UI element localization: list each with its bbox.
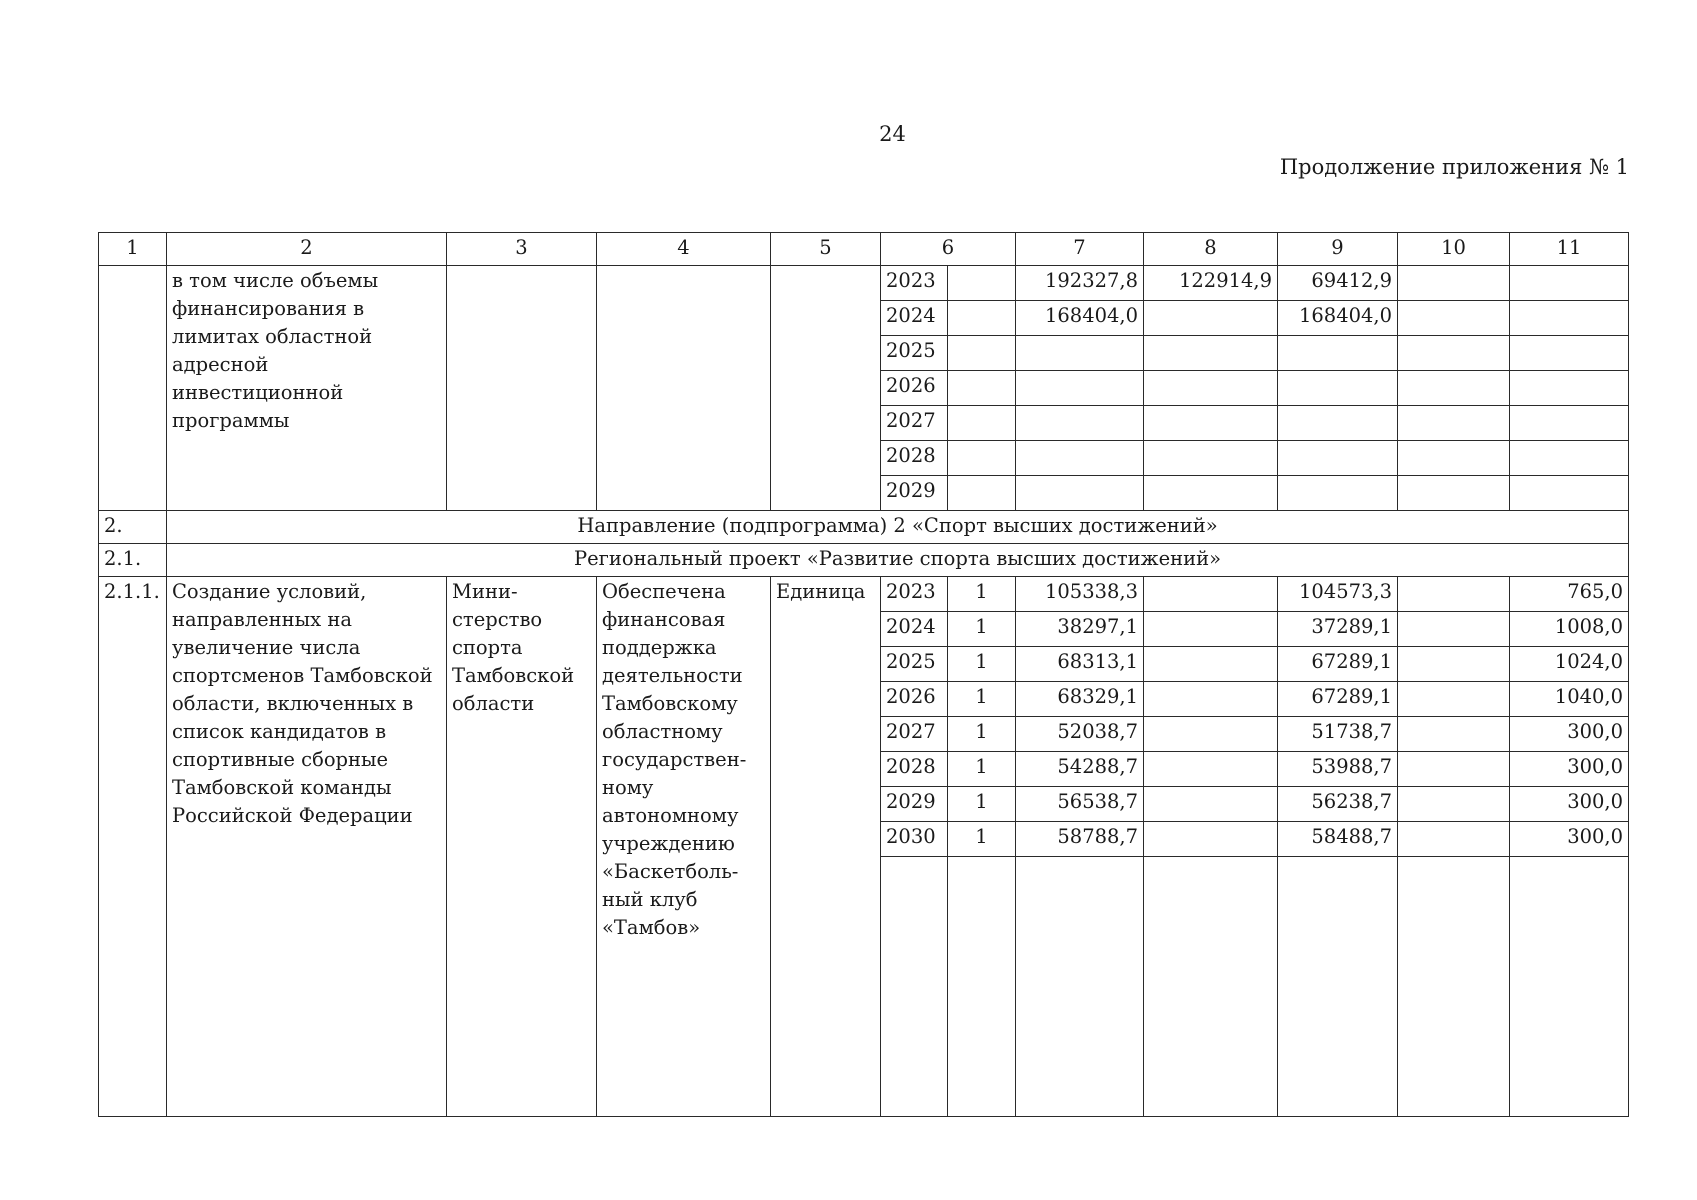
indicator-value-cell — [948, 476, 1016, 511]
federal-amount-cell — [1144, 336, 1278, 371]
other-amount-cell — [1510, 336, 1629, 371]
empty-cell — [881, 857, 948, 1117]
unit-cell — [771, 266, 881, 511]
column-header: 3 — [447, 233, 597, 266]
appendix-continuation-note: Продолжение приложения № 1 — [1279, 155, 1629, 179]
indicator-value-cell — [948, 441, 1016, 476]
total-amount-cell — [1016, 441, 1144, 476]
regional-amount-cell: 67289,1 — [1278, 682, 1398, 717]
year-cell: 2024 — [881, 612, 948, 647]
federal-amount-cell — [1144, 301, 1278, 336]
local-amount-cell — [1398, 336, 1510, 371]
total-amount-cell: 58788,7 — [1016, 822, 1144, 857]
federal-amount-cell — [1144, 577, 1278, 612]
column-header: 5 — [771, 233, 881, 266]
regional-amount-cell: 51738,7 — [1278, 717, 1398, 752]
regional-amount-cell: 53988,7 — [1278, 752, 1398, 787]
local-amount-cell — [1398, 406, 1510, 441]
total-amount-cell: 68329,1 — [1016, 682, 1144, 717]
year-cell: 2028 — [881, 441, 948, 476]
regional-amount-cell — [1278, 371, 1398, 406]
local-amount-cell — [1398, 441, 1510, 476]
other-amount-cell — [1510, 476, 1629, 511]
regional-amount-cell — [1278, 441, 1398, 476]
section-title-cell: Региональный проект «Развитие спорта высших достижений» — [167, 544, 1629, 577]
local-amount-cell — [1398, 476, 1510, 511]
year-cell: 2025 — [881, 336, 948, 371]
federal-amount-cell — [1144, 787, 1278, 822]
year-cell: 2025 — [881, 647, 948, 682]
local-amount-cell — [1398, 266, 1510, 301]
column-header: 8 — [1144, 233, 1278, 266]
federal-amount-cell — [1144, 371, 1278, 406]
total-amount-cell — [1016, 336, 1144, 371]
other-amount-cell: 300,0 — [1510, 787, 1629, 822]
empty-cell — [1144, 857, 1278, 1117]
year-cell: 2030 — [881, 822, 948, 857]
total-amount-cell — [1016, 371, 1144, 406]
federal-amount-cell — [1144, 406, 1278, 441]
section-row — [99, 544, 1629, 577]
section-title-cell: Направление (подпрограмма) 2 «Спорт высших достижений» — [167, 511, 1629, 544]
total-amount-cell: 68313,1 — [1016, 647, 1144, 682]
local-amount-cell — [1398, 682, 1510, 717]
regional-amount-cell — [1278, 336, 1398, 371]
federal-amount-cell — [1144, 476, 1278, 511]
result-cell — [597, 266, 771, 511]
local-amount-cell — [1398, 577, 1510, 612]
total-amount-cell: 38297,1 — [1016, 612, 1144, 647]
unit-cell: Единица — [771, 577, 881, 1117]
regional-amount-cell: 37289,1 — [1278, 612, 1398, 647]
total-amount-cell: 168404,0 — [1016, 301, 1144, 336]
other-amount-cell: 300,0 — [1510, 717, 1629, 752]
total-amount-cell: 105338,3 — [1016, 577, 1144, 612]
column-header: 11 — [1510, 233, 1629, 266]
financing-description-cell: в том числе объемы финансирования в лимитах областной адресной инвестиционной программы — [167, 266, 447, 511]
regional-amount-cell: 58488,7 — [1278, 822, 1398, 857]
other-amount-cell — [1510, 441, 1629, 476]
regional-amount-cell: 67289,1 — [1278, 647, 1398, 682]
other-amount-cell — [1510, 266, 1629, 301]
empty-cell — [948, 857, 1016, 1117]
federal-amount-cell — [1144, 682, 1278, 717]
indicator-value-cell: 1 — [948, 647, 1016, 682]
indicator-value-cell — [948, 336, 1016, 371]
other-amount-cell — [1510, 406, 1629, 441]
section-number-cell: 2.1. — [99, 544, 167, 577]
federal-amount-cell — [1144, 647, 1278, 682]
indicator-value-cell: 1 — [948, 752, 1016, 787]
other-amount-cell: 1024,0 — [1510, 647, 1629, 682]
local-amount-cell — [1398, 717, 1510, 752]
indicator-value-cell: 1 — [948, 822, 1016, 857]
total-amount-cell: 54288,7 — [1016, 752, 1144, 787]
year-cell: 2026 — [881, 682, 948, 717]
result-cell: Обеспечена финансовая поддержка деятельности Тамбовскому областному государствен-ному автономному учреждению «Баскетболь-ный клуб «Тамбов» — [597, 577, 771, 1117]
row-number-cell — [99, 266, 167, 511]
federal-amount-cell: 122914,9 — [1144, 266, 1278, 301]
other-amount-cell: 300,0 — [1510, 822, 1629, 857]
year-cell: 2028 — [881, 752, 948, 787]
total-amount-cell: 52038,7 — [1016, 717, 1144, 752]
indicator-value-cell: 1 — [948, 787, 1016, 822]
section-number-cell: 2. — [99, 511, 167, 544]
column-number-row — [99, 233, 1629, 266]
total-amount-cell — [1016, 406, 1144, 441]
empty-cell — [1510, 857, 1629, 1117]
column-header: 1 — [99, 233, 167, 266]
other-amount-cell: 300,0 — [1510, 752, 1629, 787]
other-amount-cell: 765,0 — [1510, 577, 1629, 612]
row-number-cell: 2.1.1. — [99, 577, 167, 1117]
local-amount-cell — [1398, 787, 1510, 822]
indicator-value-cell: 1 — [948, 682, 1016, 717]
local-amount-cell — [1398, 647, 1510, 682]
total-amount-cell: 192327,8 — [1016, 266, 1144, 301]
regional-amount-cell: 104573,3 — [1278, 577, 1398, 612]
local-amount-cell — [1398, 822, 1510, 857]
year-cell: 2024 — [881, 301, 948, 336]
year-cell: 2023 — [881, 266, 948, 301]
empty-cell — [1278, 857, 1398, 1117]
page-number: 24 — [879, 122, 906, 146]
federal-amount-cell — [1144, 752, 1278, 787]
federal-amount-cell — [1144, 822, 1278, 857]
executor-cell: Мини-стерство спорта Тамбовской области — [447, 577, 597, 1117]
total-amount-cell — [1016, 476, 1144, 511]
financing-table — [98, 232, 1629, 1117]
empty-cell — [1398, 857, 1510, 1117]
column-header: 2 — [167, 233, 447, 266]
table-row — [99, 266, 1629, 301]
indicator-value-cell — [948, 266, 1016, 301]
regional-amount-cell — [1278, 476, 1398, 511]
column-header: 9 — [1278, 233, 1398, 266]
local-amount-cell — [1398, 752, 1510, 787]
year-cell: 2029 — [881, 476, 948, 511]
other-amount-cell — [1510, 371, 1629, 406]
local-amount-cell — [1398, 371, 1510, 406]
regional-amount-cell: 69412,9 — [1278, 266, 1398, 301]
indicator-value-cell — [948, 406, 1016, 441]
year-cell: 2023 — [881, 577, 948, 612]
federal-amount-cell — [1144, 612, 1278, 647]
column-header: 7 — [1016, 233, 1144, 266]
regional-amount-cell: 56238,7 — [1278, 787, 1398, 822]
regional-amount-cell — [1278, 406, 1398, 441]
year-cell: 2027 — [881, 406, 948, 441]
total-amount-cell: 56538,7 — [1016, 787, 1144, 822]
table-row — [99, 577, 1629, 612]
other-amount-cell: 1008,0 — [1510, 612, 1629, 647]
column-header: 4 — [597, 233, 771, 266]
empty-cell — [1016, 857, 1144, 1117]
indicator-value-cell: 1 — [948, 577, 1016, 612]
column-header: 10 — [1398, 233, 1510, 266]
year-cell: 2029 — [881, 787, 948, 822]
measure-cell: Создание условий, направленных на увеличение числа спортсменов Тамбовской области, включенных в список кандидатов в спортивные сборные Тамбовской команды Российской Федерации — [167, 577, 447, 1117]
federal-amount-cell — [1144, 441, 1278, 476]
indicator-value-cell — [948, 301, 1016, 336]
indicator-value-cell — [948, 371, 1016, 406]
indicator-value-cell: 1 — [948, 612, 1016, 647]
year-cell: 2027 — [881, 717, 948, 752]
local-amount-cell — [1398, 612, 1510, 647]
other-amount-cell — [1510, 301, 1629, 336]
executor-cell — [447, 266, 597, 511]
section-row — [99, 511, 1629, 544]
local-amount-cell — [1398, 301, 1510, 336]
indicator-value-cell: 1 — [948, 717, 1016, 752]
column-header: 6 — [881, 233, 1016, 266]
other-amount-cell: 1040,0 — [1510, 682, 1629, 717]
year-cell: 2026 — [881, 371, 948, 406]
regional-amount-cell: 168404,0 — [1278, 301, 1398, 336]
federal-amount-cell — [1144, 717, 1278, 752]
